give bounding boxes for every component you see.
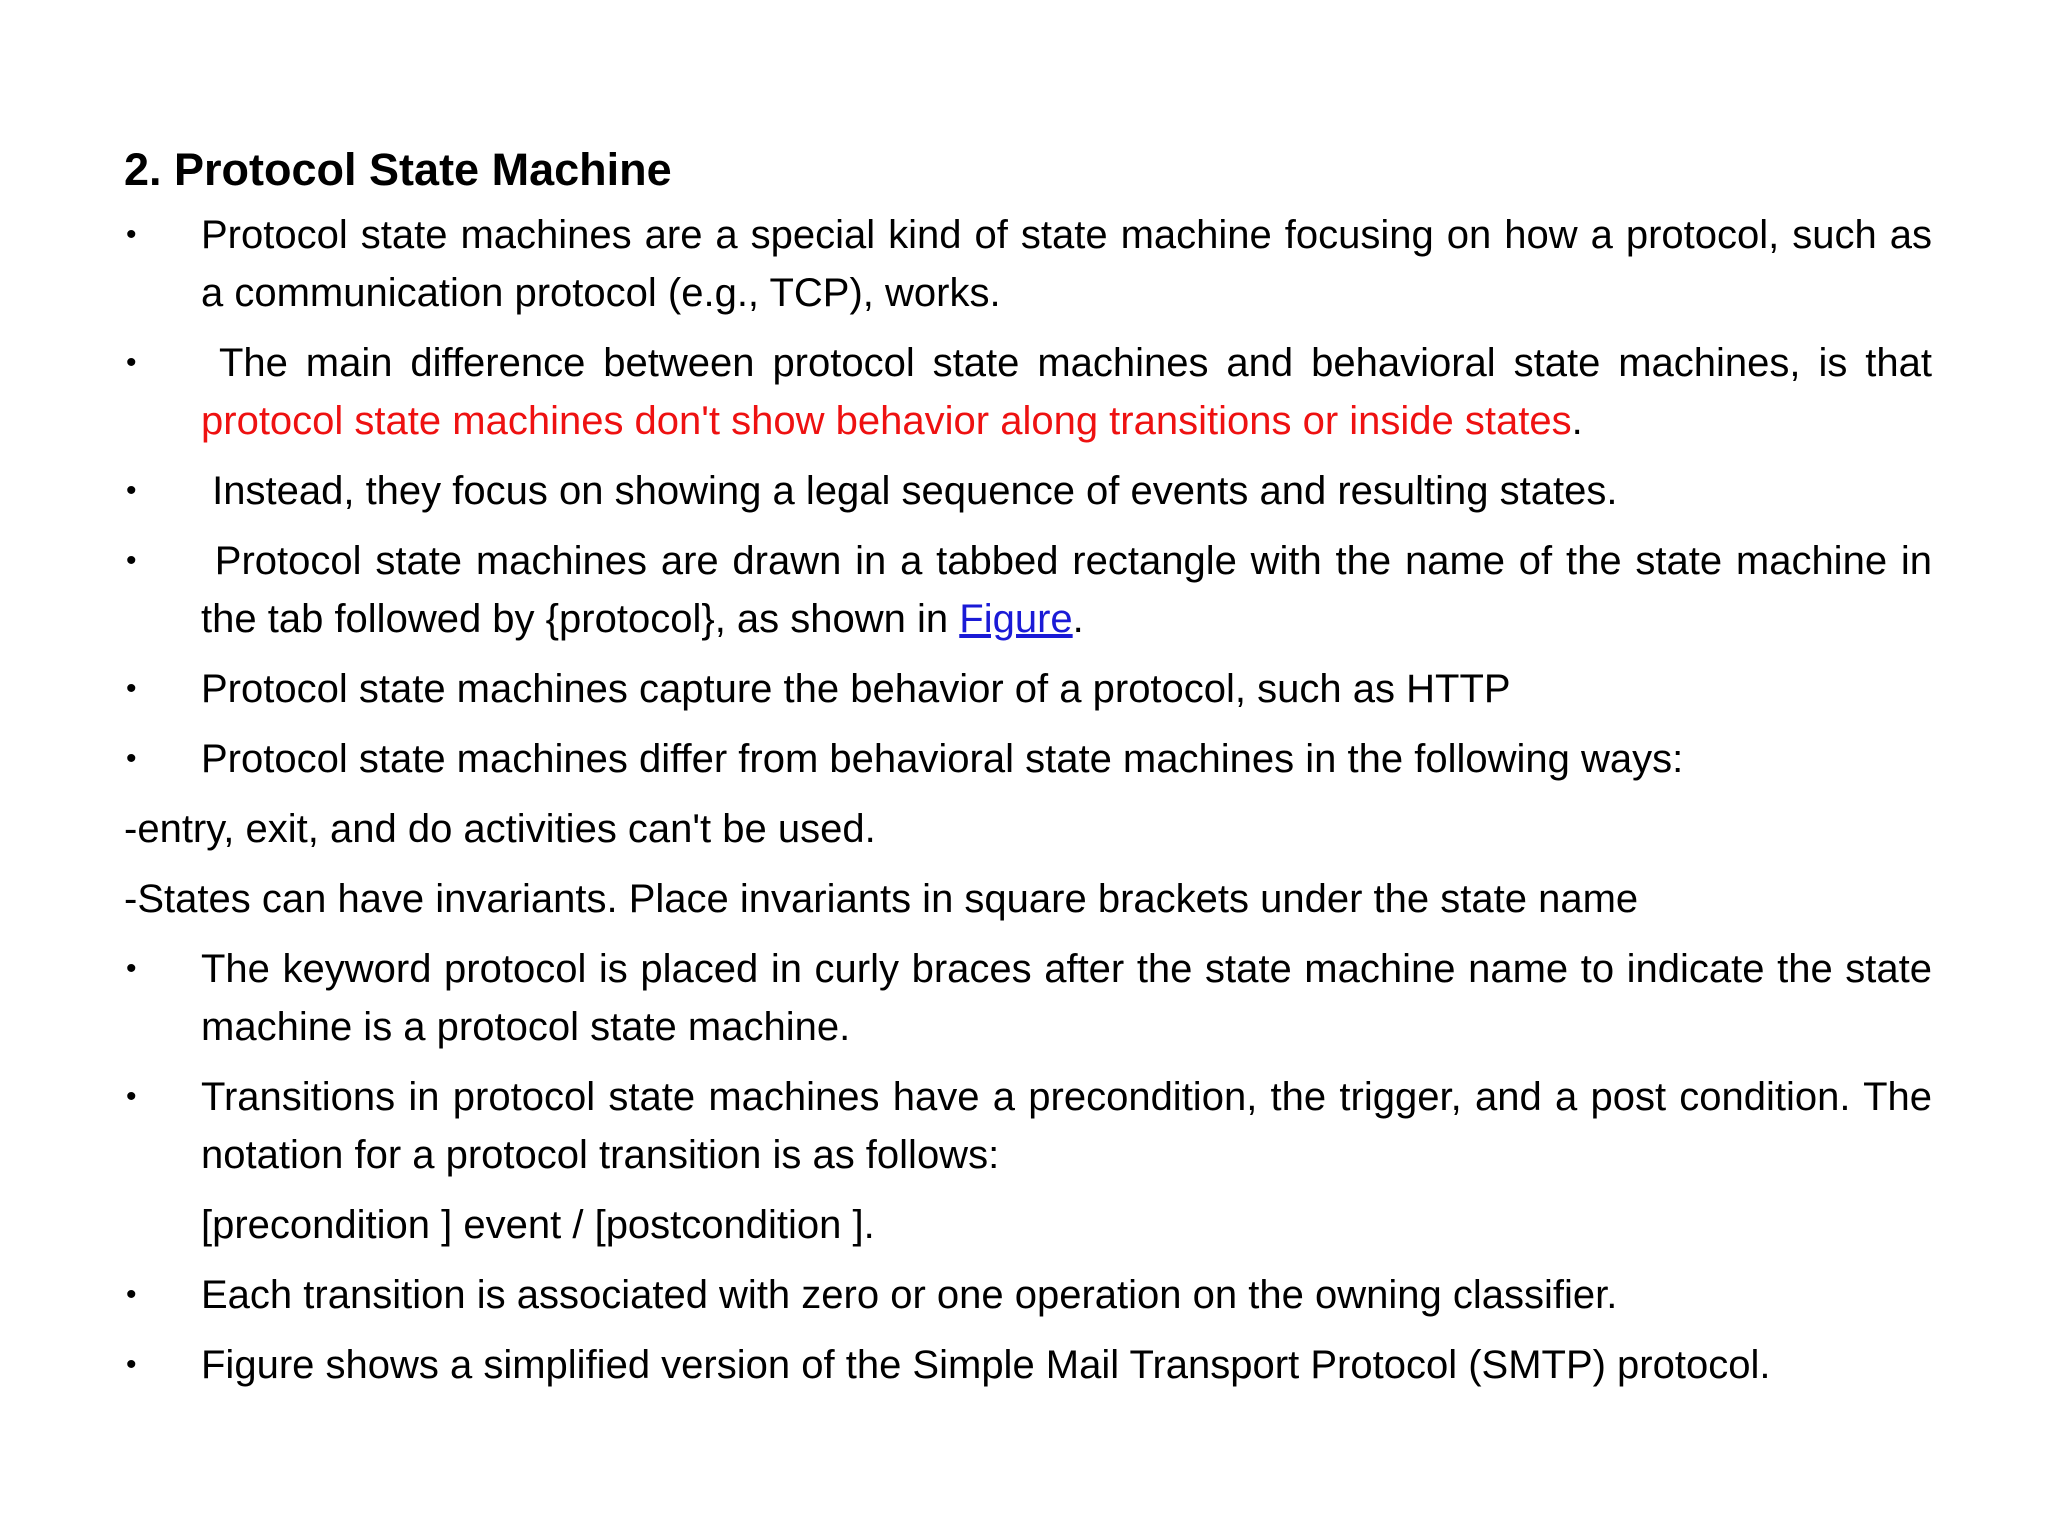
figure-link[interactable]: Figure [959, 597, 1073, 641]
dash-item: -States can have invariants. Place invariants in square brackets under the state name [124, 877, 1639, 921]
bullet-marker: • [126, 952, 137, 985]
bullet-item [124, 334, 1932, 450]
bullet-text: Transitions in protocol state machines have a precondition, the trigger, and a post condition. The notation for a protocol transition is as follows: [201, 1075, 1932, 1177]
slide-title: 2. Protocol State Machine [124, 144, 672, 195]
bullet-text: Protocol state machines differ from behavioral state machines in the following ways: [201, 737, 1684, 781]
bullet-marker: • [126, 544, 137, 577]
bullet-text: Protocol state machines are drawn in a tabbed rectangle with the name of the state machine in the tab followed by {protocol}, as shown in [201, 539, 1932, 641]
dash-item: -entry, exit, and do activities can't be used. [124, 807, 876, 851]
bullet-item [124, 730, 1932, 788]
bullet-marker: • [126, 672, 137, 705]
bullet-text: The keyword protocol is placed in curly braces after the state machine name to indicate the state machine is a protocol state machine. [201, 947, 1932, 1049]
bullet-marker: • [126, 1348, 137, 1381]
bullet-text: The main difference between protocol state machines and behavioral state machines, is that [218, 341, 1932, 385]
bullet-text: Protocol state machines capture the behavior of a protocol, such as HTTP [201, 667, 1511, 711]
bullet-marker: • [126, 1278, 137, 1311]
transition-notation: [precondition ] event / [postcondition ]. [201, 1203, 875, 1247]
bullet-marker: • [126, 742, 137, 775]
bullet-item [124, 1266, 1932, 1324]
bullet-item [124, 940, 1932, 1056]
bullet-marker: • [126, 346, 137, 379]
bullet-text-end: . [1571, 399, 1583, 443]
bullet-item [124, 532, 1932, 648]
bullet-item [124, 660, 1932, 718]
bullet-marker: • [126, 474, 137, 507]
bullet-text: Each transition is associated with zero or one operation on the owning classifier. [201, 1273, 1618, 1317]
bullet-item [124, 1336, 1932, 1394]
bullet-text: Protocol state machines are a special kind of state machine focusing on how a protocol, such as a communication protocol (e.g., TCP), works. [201, 213, 1932, 315]
slide-content [124, 138, 1932, 1406]
bullet-text: Instead, they focus on showing a legal sequence of events and resulting states. [212, 469, 1618, 513]
bullet-marker: • [126, 1080, 137, 1113]
bullet-item [124, 1068, 1932, 1184]
bullet-item [124, 206, 1932, 322]
bullet-item [124, 462, 1932, 520]
bullet-marker: • [126, 218, 137, 251]
highlighted-text: protocol state machines don't show behavior along transitions or inside states [201, 399, 1572, 443]
bullet-text-end: . [1072, 597, 1084, 641]
bullet-text: Figure shows a simplified version of the Simple Mail Transport Protocol (SMTP) protocol. [201, 1343, 1771, 1387]
